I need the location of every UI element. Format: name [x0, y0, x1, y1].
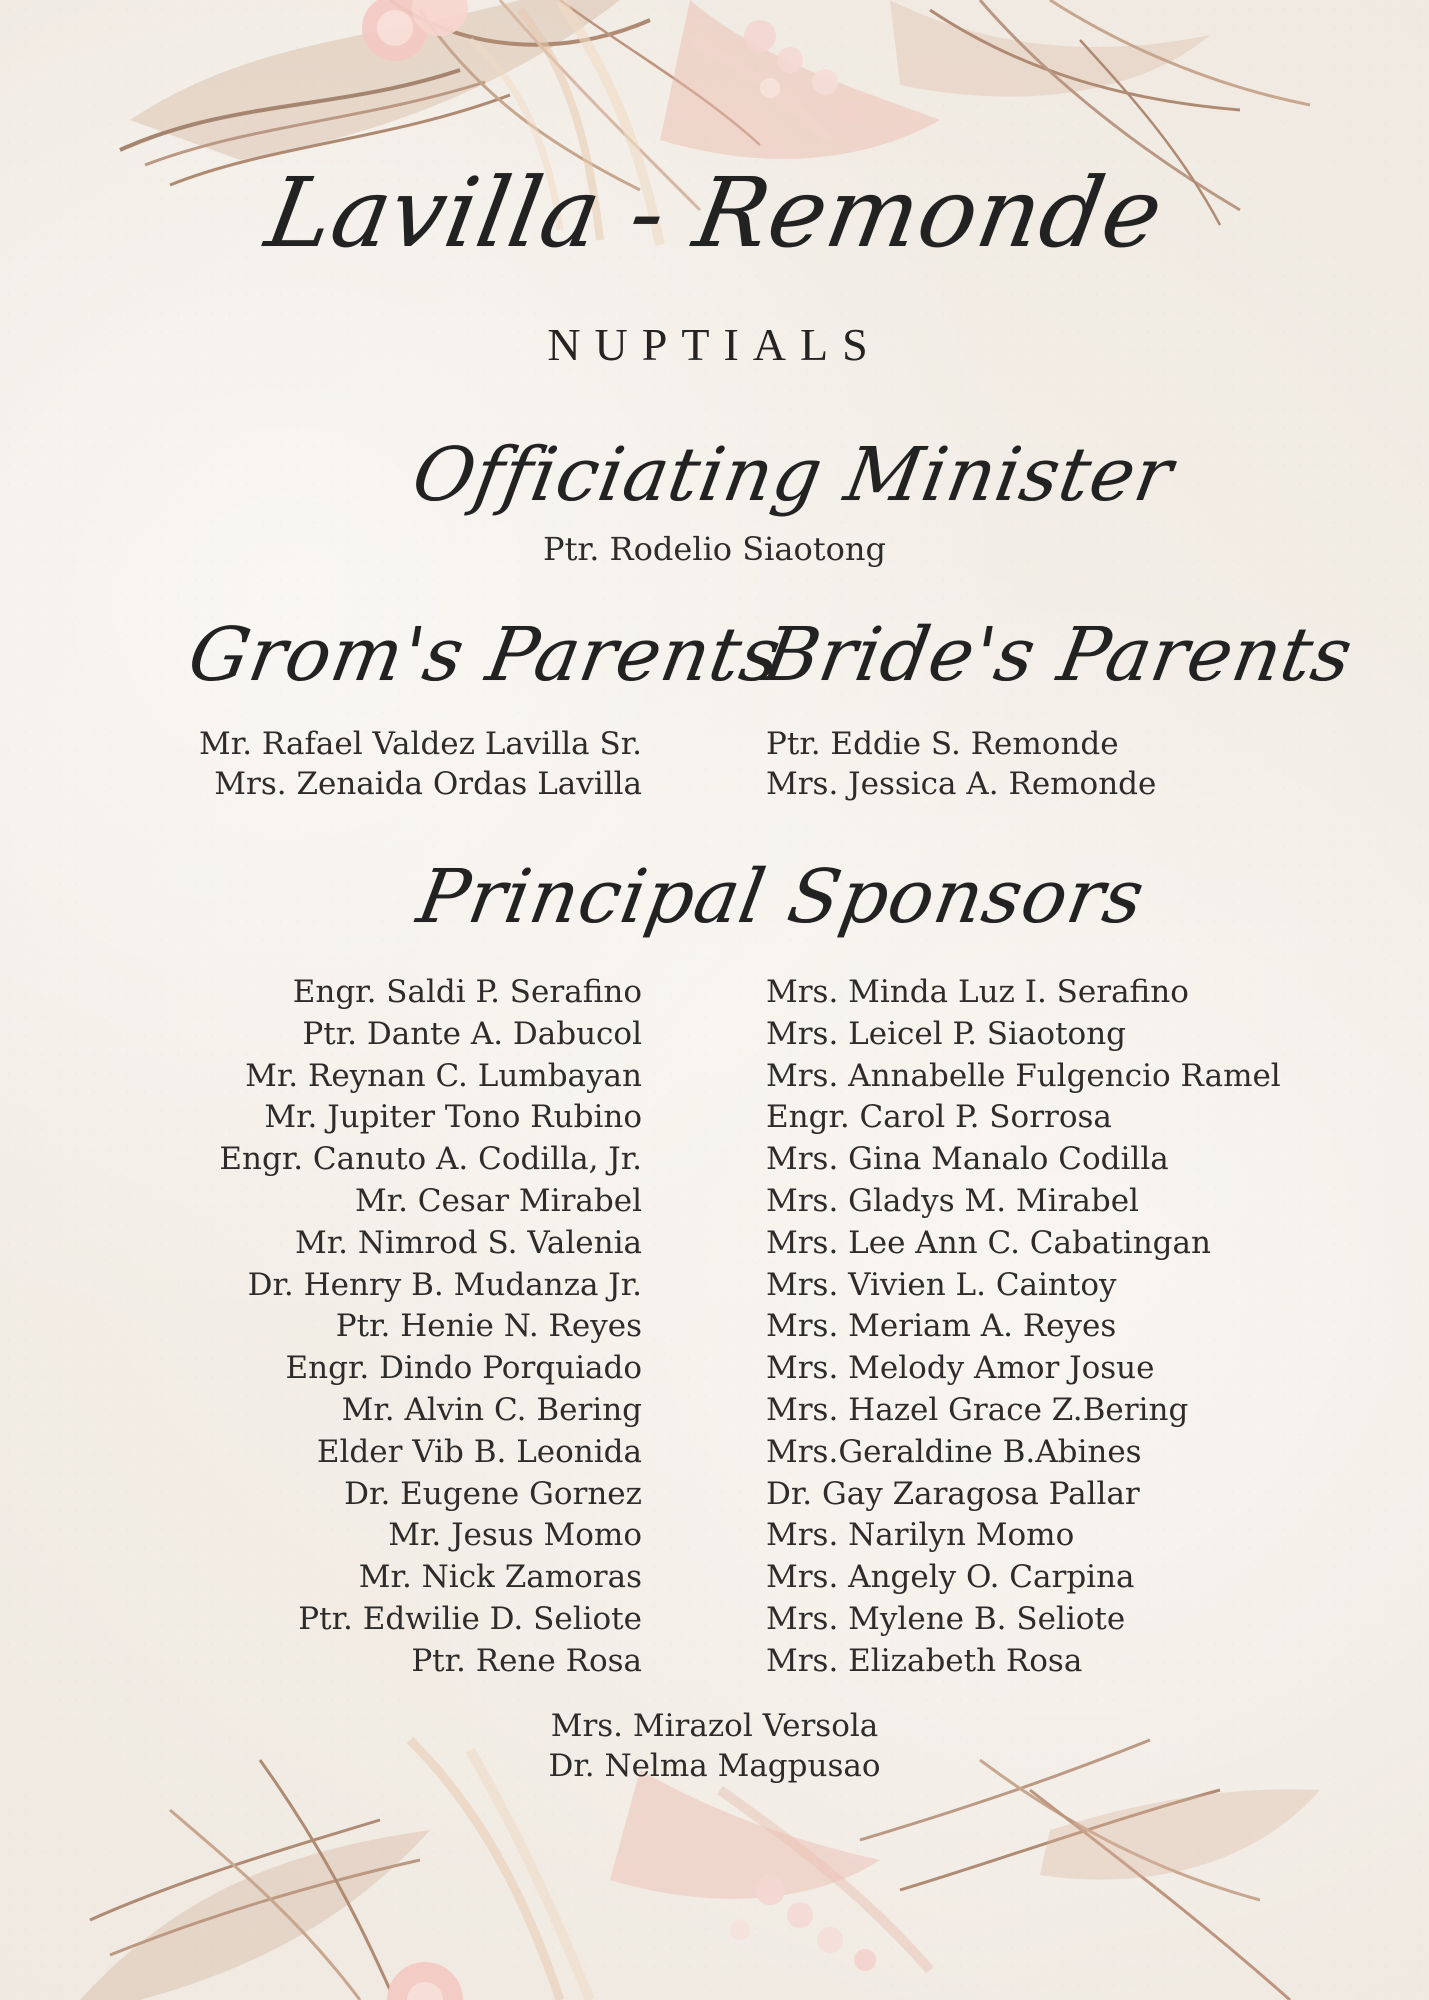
principal-sponsor-left: Mr. Jesus Momo: [388, 1517, 642, 1554]
principal-sponsor-right: Mrs. Minda Luz I. Serafino: [766, 974, 1189, 1010]
grooms-parents-list: [199, 724, 642, 804]
principal-sponsors-right-list: [766, 972, 1281, 1683]
principal-sponsor-left: Dr. Eugene Gornez: [344, 1475, 642, 1512]
principal-sponsors-heading: Principal Sponsors: [411, 854, 1152, 940]
brides-parents-heading: Bride's Parents: [757, 612, 1360, 698]
principal-sponsor-right: Mrs. Melody Amor Josue: [766, 1350, 1155, 1387]
additional-sponsor: Mrs. Mirazol Versola: [550, 1708, 879, 1744]
principal-sponsor-left: Elder Vib B. Leonida: [316, 1433, 642, 1470]
principal-sponsor-right: Mrs. Angely O. Carpina: [766, 1559, 1135, 1596]
couple-title: Lavilla - Remonde: [258, 157, 1172, 269]
principal-sponsor-right: Mrs. Vivien L. Caintoy: [766, 1266, 1117, 1303]
additional-sponsor: Dr. Nelma Magpusao: [548, 1748, 881, 1784]
principal-sponsors-left-list: [219, 972, 642, 1683]
grooms-parent-name: Mr. Rafael Valdez Lavilla Sr.: [199, 726, 642, 762]
principal-sponsor-right: Mrs. Annabelle Fulgencio Ramel: [766, 1057, 1281, 1094]
principal-sponsor-right: Mrs. Lee Ann C. Cabatingan: [766, 1224, 1211, 1261]
principal-sponsor-left: Engr. Saldi P. Serafino: [292, 974, 642, 1010]
brides-parents-list: [766, 724, 1156, 804]
principal-sponsor-right: Mrs.Geraldine B.Abines: [766, 1433, 1142, 1470]
principal-sponsor-left: Ptr. Dante A. Dabucol: [302, 1015, 642, 1052]
principal-sponsor-left: Mr. Reynan C. Lumbayan: [245, 1057, 642, 1094]
brides-parent-name: Ptr. Eddie S. Remonde: [766, 726, 1119, 762]
principal-sponsor-right: Mrs. Leicel P. Siaotong: [766, 1015, 1127, 1052]
principal-sponsor-right: Mrs. Narilyn Momo: [766, 1517, 1075, 1554]
grooms-parent-name: Mrs. Zenaida Ordas Lavilla: [214, 766, 642, 802]
principal-sponsor-left: Ptr. Henie N. Reyes: [335, 1308, 642, 1345]
principal-sponsor-left: Mr. Alvin C. Bering: [341, 1391, 642, 1428]
principal-sponsor-left: Mr. Nimrod S. Valenia: [295, 1224, 642, 1261]
principal-sponsor-right: Mrs. Elizabeth Rosa: [766, 1642, 1083, 1679]
principal-sponsor-left: Mr. Jupiter Tono Rubino: [264, 1099, 642, 1136]
officiating-minister-heading: Officiating Minister: [406, 432, 1180, 518]
additional-sponsors: [0, 1706, 1429, 1786]
principal-sponsor-right: Engr. Carol P. Sorrosa: [766, 1099, 1112, 1136]
officiating-minister-name: Ptr. Rodelio Siaotong: [543, 530, 886, 568]
principal-sponsor-left: Engr. Canuto A. Codilla, Jr.: [219, 1141, 642, 1178]
principal-sponsor-left: Mr. Nick Zamoras: [358, 1559, 642, 1596]
principal-sponsor-right: Mrs. Meriam A. Reyes: [766, 1308, 1117, 1345]
principal-sponsor-right: Mrs. Gladys M. Mirabel: [766, 1182, 1139, 1219]
principal-sponsor-right: Mrs. Hazel Grace Z.Bering: [766, 1391, 1189, 1428]
principal-sponsor-right: Mrs. Mylene B. Seliote: [766, 1600, 1126, 1637]
principal-sponsor-left: Dr. Henry B. Mudanza Jr.: [247, 1266, 642, 1303]
principal-sponsor-left: Engr. Dindo Porquiado: [285, 1350, 642, 1387]
principal-sponsor-left: Mr. Cesar Mirabel: [354, 1182, 642, 1219]
principal-sponsor-left: Ptr. Edwilie D. Seliote: [298, 1600, 642, 1637]
brides-parent-name: Mrs. Jessica A. Remonde: [766, 766, 1157, 802]
nuptials-subtitle: NUPTIALS: [547, 319, 882, 370]
principal-sponsor-right: Mrs. Gina Manalo Codilla: [766, 1141, 1169, 1178]
principal-sponsor-left: Ptr. Rene Rosa: [411, 1642, 642, 1679]
principal-sponsor-right: Dr. Gay Zaragosa Pallar: [766, 1475, 1140, 1512]
grooms-parents-heading: Grom's Parents: [182, 612, 788, 698]
